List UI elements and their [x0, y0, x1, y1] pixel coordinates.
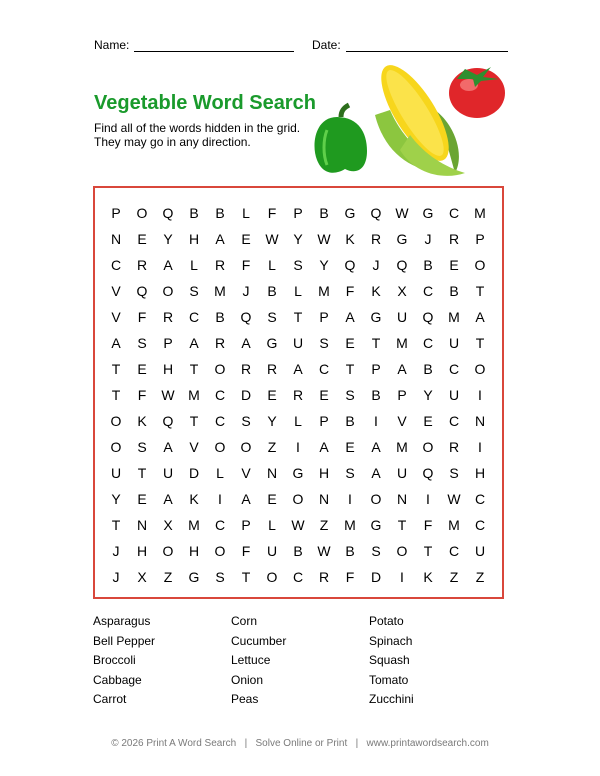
grid-cell[interactable]: I — [426, 491, 430, 507]
grid-cell[interactable]: U — [266, 543, 278, 559]
grid-cell[interactable]: K — [371, 283, 381, 299]
grid-cell[interactable]: B — [319, 205, 329, 221]
grid-cell[interactable]: I — [296, 439, 300, 455]
grid-cell[interactable]: H — [318, 465, 330, 481]
grid-cell[interactable]: F — [345, 569, 355, 585]
grid-cell[interactable]: M — [344, 517, 356, 533]
grid-cell[interactable]: O — [396, 543, 408, 559]
grid-cell[interactable]: C — [214, 413, 226, 429]
grid-cell[interactable]: J — [424, 231, 432, 247]
grid-cell[interactable]: Q — [240, 309, 252, 325]
grid-cell[interactable]: C — [448, 543, 460, 559]
grid-cell[interactable]: D — [188, 465, 200, 481]
grid-cell[interactable]: I — [478, 439, 482, 455]
grid-cell[interactable]: W — [161, 387, 175, 403]
footer — [0, 738, 600, 749]
grid-cell[interactable]: G — [396, 231, 408, 247]
footer-tagline: Solve Online or Print — [255, 738, 348, 749]
grid-cell[interactable]: R — [162, 309, 174, 325]
grid-cell[interactable]: O — [162, 283, 174, 299]
grid-cell[interactable]: C — [214, 387, 226, 403]
grid-cell[interactable]: S — [293, 257, 303, 273]
grid-cell[interactable]: T — [189, 413, 199, 429]
grid-cell[interactable]: C — [110, 257, 122, 273]
grid-cell[interactable]: K — [345, 231, 355, 247]
grid-cell[interactable]: Q — [162, 413, 174, 429]
grid-cell[interactable]: I — [218, 491, 222, 507]
grid-cell[interactable]: R — [214, 335, 226, 351]
grid-cell[interactable]: V — [189, 439, 199, 455]
grid-cell[interactable]: R — [370, 231, 382, 247]
grid-cell[interactable]: E — [241, 231, 251, 247]
grid-cell[interactable]: E — [137, 491, 147, 507]
grid-cell[interactable]: Y — [163, 231, 173, 247]
grid-cell[interactable]: T — [111, 387, 121, 403]
grid-cell[interactable]: O — [474, 257, 486, 273]
grid-cell[interactable]: Z — [267, 439, 277, 455]
grid-cell[interactable]: T — [345, 361, 355, 377]
grid-cell[interactable]: K — [137, 413, 147, 429]
grid-cell[interactable]: I — [478, 387, 482, 403]
grid-cell[interactable]: C — [292, 569, 304, 585]
grid-cell[interactable]: T — [475, 335, 485, 351]
word-list-item: Onion — [231, 672, 264, 687]
grid-cell[interactable]: L — [294, 413, 302, 429]
grid-cell[interactable]: U — [474, 543, 486, 559]
grid-cell[interactable]: A — [189, 335, 199, 351]
grid-cell[interactable]: B — [449, 283, 459, 299]
grid-cell[interactable]: A — [371, 465, 381, 481]
grid-cell[interactable]: Z — [163, 569, 173, 585]
grid-cell[interactable]: A — [397, 361, 407, 377]
date-line — [346, 41, 508, 52]
grid-cell[interactable]: B — [345, 413, 355, 429]
grid-cell[interactable]: U — [110, 465, 122, 481]
grid-cell[interactable]: T — [241, 569, 251, 585]
copyright-text: © 2026 Print A Word Search — [111, 738, 237, 749]
grid-cell[interactable]: F — [137, 309, 147, 325]
grid-cell[interactable]: A — [163, 439, 173, 455]
word-list-item: Carrot — [93, 692, 127, 706]
grid-cell[interactable]: B — [423, 361, 433, 377]
grid-cell[interactable]: T — [137, 465, 147, 481]
grid-cell[interactable]: O — [240, 439, 252, 455]
grid-cell[interactable]: A — [371, 439, 381, 455]
grid-cell[interactable]: L — [294, 283, 302, 299]
tomato-icon — [449, 67, 505, 118]
grid-cell[interactable]: H — [136, 543, 148, 559]
grid-cell[interactable]: R — [240, 361, 252, 377]
grid-cell[interactable]: A — [163, 491, 173, 507]
grid-cell[interactable]: O — [214, 361, 226, 377]
grid-cell[interactable]: Z — [319, 517, 329, 533]
grid-cell[interactable]: A — [241, 491, 251, 507]
grid-cell[interactable]: S — [345, 465, 355, 481]
grid-cell[interactable]: M — [396, 439, 408, 455]
grid-cell[interactable]: S — [241, 413, 251, 429]
grid-cell[interactable]: B — [423, 257, 433, 273]
grid-cell[interactable]: Q — [162, 205, 174, 221]
grid-cell[interactable]: U — [448, 387, 460, 403]
grid-cell[interactable]: A — [241, 335, 251, 351]
grid-cell[interactable]: N — [318, 491, 330, 507]
grid-cell[interactable]: F — [137, 387, 147, 403]
grid-cell[interactable]: G — [422, 205, 434, 221]
grid-cell[interactable]: W — [317, 231, 331, 247]
grid-cell[interactable]: J — [112, 543, 120, 559]
grid-cell[interactable]: A — [319, 439, 329, 455]
grid-cell[interactable]: N — [474, 413, 486, 429]
grid-cell[interactable]: B — [345, 543, 355, 559]
grid-cell[interactable]: V — [111, 283, 121, 299]
grid-cell[interactable]: T — [475, 283, 485, 299]
footer-separator: | — [236, 738, 256, 749]
word-list-item: Squash — [369, 653, 410, 667]
grid-cell[interactable]: E — [267, 387, 277, 403]
grid-cell[interactable]: A — [475, 309, 485, 325]
grid-cell[interactable]: M — [188, 517, 200, 533]
grid-cell[interactable]: G — [188, 569, 200, 585]
grid-cell[interactable]: P — [293, 205, 303, 221]
grid-cell[interactable]: J — [112, 569, 120, 585]
grid-cell[interactable]: C — [318, 361, 330, 377]
grid-cell[interactable]: T — [189, 361, 199, 377]
grid-cell[interactable]: W — [265, 231, 279, 247]
page-title: Vegetable Word Search — [94, 92, 316, 114]
grid-cell[interactable]: Z — [475, 569, 485, 585]
grid-cell[interactable]: O — [214, 439, 226, 455]
word-column — [93, 612, 231, 710]
date-field — [312, 38, 508, 52]
grid-cell[interactable]: G — [370, 517, 382, 533]
grid-cell[interactable]: U — [396, 465, 408, 481]
grid-cell[interactable]: T — [293, 309, 303, 325]
grid-cell[interactable]: O — [266, 569, 278, 585]
grid-cell[interactable]: N — [136, 517, 148, 533]
word-list-item: Cucumber — [231, 633, 287, 648]
name-line — [134, 41, 294, 52]
grid-cell[interactable]: H — [474, 465, 486, 481]
grid-cell[interactable]: E — [319, 387, 329, 403]
pepper-icon — [314, 105, 367, 173]
grid-cell[interactable]: F — [423, 517, 433, 533]
grid-cell[interactable]: S — [137, 335, 147, 351]
grid-cell[interactable]: M — [214, 283, 226, 299]
grid-cell[interactable]: V — [241, 465, 251, 481]
letter-grid — [103, 200, 493, 590]
word-list-item: Cabbage — [93, 672, 142, 687]
grid-cell[interactable]: W — [317, 543, 331, 559]
word-list-item: Potato — [369, 614, 404, 628]
grid-cell[interactable]: I — [348, 491, 352, 507]
grid-cell[interactable]: R — [214, 257, 226, 273]
grid-cell[interactable]: K — [189, 491, 199, 507]
grid-cell[interactable]: H — [188, 231, 200, 247]
grid-cell[interactable]: X — [137, 569, 147, 585]
grid-cell[interactable]: T — [371, 335, 381, 351]
word-column — [369, 612, 507, 710]
word-list-item: Bell Pepper — [93, 633, 156, 648]
grid-cell[interactable]: B — [293, 543, 303, 559]
grid-cell[interactable]: B — [371, 387, 381, 403]
grid-cell[interactable]: M — [396, 335, 408, 351]
grid-cell[interactable]: O — [136, 205, 148, 221]
name-label: Name: — [94, 38, 130, 52]
date-label: Date: — [312, 38, 341, 52]
grid-cell[interactable]: C — [448, 205, 460, 221]
grid-cell[interactable]: F — [345, 283, 355, 299]
grid-cell[interactable]: P — [397, 387, 407, 403]
word-grid-frame — [93, 186, 504, 599]
grid-cell[interactable]: A — [215, 231, 225, 247]
grid-cell[interactable]: V — [397, 413, 407, 429]
grid-cell[interactable]: R — [448, 231, 460, 247]
grid-cell[interactable]: S — [137, 439, 147, 455]
grid-cell[interactable]: C — [422, 335, 434, 351]
grid-cell[interactable]: M — [474, 205, 486, 221]
grid-cell[interactable]: L — [216, 465, 224, 481]
grid-cell[interactable]: A — [345, 309, 355, 325]
grid-cell[interactable]: L — [268, 257, 276, 273]
grid-cell[interactable]: O — [422, 439, 434, 455]
grid-cell[interactable]: I — [400, 569, 404, 585]
grid-cell[interactable]: S — [215, 569, 225, 585]
word-list — [93, 612, 507, 710]
grid-cell[interactable]: V — [111, 309, 121, 325]
instruction-line: Find all of the words hidden in the grid. — [94, 121, 301, 135]
grid-cell[interactable]: S — [371, 543, 381, 559]
grid-cell[interactable]: N — [110, 231, 122, 247]
grid-cell[interactable]: U — [292, 335, 304, 351]
grid-cell[interactable]: E — [345, 335, 355, 351]
grid-cell[interactable]: O — [214, 543, 226, 559]
grid-cell[interactable]: G — [292, 465, 304, 481]
grid-cell[interactable]: P — [371, 361, 381, 377]
grid-cell[interactable]: P — [319, 309, 329, 325]
grid-cell[interactable]: P — [111, 205, 121, 221]
grid-cell[interactable]: J — [242, 283, 250, 299]
grid-cell[interactable]: L — [190, 257, 198, 273]
word-list-item: Peas — [231, 692, 259, 706]
grid-cell[interactable]: E — [137, 231, 147, 247]
grid-cell[interactable]: I — [374, 413, 378, 429]
grid-cell[interactable]: P — [319, 413, 329, 429]
grid-cell[interactable]: U — [162, 465, 174, 481]
grid-cell[interactable]: S — [267, 309, 277, 325]
grid-cell[interactable]: O — [162, 543, 174, 559]
grid-cell[interactable]: G — [344, 205, 356, 221]
website-link[interactable]: www.printawordsearch.com — [366, 738, 489, 749]
grid-cell[interactable]: E — [267, 491, 277, 507]
grid-cell[interactable]: B — [215, 205, 225, 221]
grid-cell[interactable]: G — [370, 309, 382, 325]
grid-cell[interactable]: B — [267, 283, 277, 299]
grid-cell[interactable]: Y — [111, 491, 121, 507]
grid-cell[interactable]: W — [395, 205, 409, 221]
grid-cell[interactable]: J — [372, 257, 380, 273]
grid-cell[interactable]: S — [189, 283, 199, 299]
grid-cell[interactable]: Q — [136, 283, 148, 299]
grid-cell[interactable]: C — [448, 413, 460, 429]
grid-cell[interactable]: R — [292, 387, 304, 403]
grid-cell[interactable]: A — [293, 361, 303, 377]
grid-cell[interactable]: D — [370, 569, 382, 585]
grid-cell[interactable]: B — [215, 309, 225, 325]
grid-cell[interactable]: R — [136, 257, 148, 273]
grid-cell[interactable]: T — [397, 517, 407, 533]
grid-cell[interactable]: F — [241, 257, 251, 273]
grid-cell[interactable]: F — [241, 543, 251, 559]
grid-cell[interactable]: T — [423, 543, 433, 559]
grid-cell[interactable]: Y — [293, 231, 303, 247]
footer-separator: | — [347, 738, 367, 749]
grid-cell[interactable]: M — [318, 283, 330, 299]
grid-cell[interactable]: A — [111, 335, 121, 351]
grid-cell[interactable]: E — [449, 257, 459, 273]
grid-cell[interactable]: A — [163, 257, 173, 273]
word-list-item: Tomato — [369, 672, 409, 687]
grid-cell[interactable]: L — [242, 205, 250, 221]
grid-cell[interactable]: C — [474, 517, 486, 533]
grid-cell[interactable]: U — [448, 335, 460, 351]
word-list-item: Asparagus — [93, 614, 151, 628]
word-column — [231, 612, 369, 710]
grid-cell[interactable]: O — [474, 361, 486, 377]
grid-cell[interactable]: R — [266, 361, 278, 377]
word-list-item: Zucchini — [369, 692, 414, 706]
grid-cell[interactable]: U — [396, 309, 408, 325]
grid-cell[interactable]: P — [475, 231, 485, 247]
grid-cell[interactable]: B — [189, 205, 199, 221]
grid-cell[interactable]: M — [188, 387, 200, 403]
grid-cell[interactable]: O — [110, 439, 122, 455]
grid-cell[interactable]: Y — [267, 413, 277, 429]
grid-cell[interactable]: Q — [422, 465, 434, 481]
grid-cell[interactable]: E — [423, 413, 433, 429]
grid-cell[interactable]: R — [448, 439, 460, 455]
grid-cell[interactable]: Q — [370, 205, 382, 221]
grid-cell[interactable]: E — [137, 361, 147, 377]
grid-cell[interactable]: Y — [319, 257, 329, 273]
grid-cell[interactable]: C — [474, 491, 486, 507]
grid-cell[interactable]: Q — [396, 257, 408, 273]
grid-cell[interactable]: C — [188, 309, 200, 325]
instruction-line: They may go in any direction. — [94, 135, 251, 149]
grid-cell[interactable]: X — [163, 517, 173, 533]
grid-cell[interactable]: R — [318, 569, 330, 585]
grid-cell[interactable]: C — [214, 517, 226, 533]
grid-cell[interactable]: M — [448, 517, 460, 533]
grid-cell[interactable]: T — [111, 361, 121, 377]
grid-cell[interactable]: F — [267, 205, 277, 221]
grid-cell[interactable]: N — [396, 491, 408, 507]
grid-cell[interactable]: N — [266, 465, 278, 481]
grid-cell[interactable]: P — [163, 335, 173, 351]
grid-cell[interactable]: Q — [344, 257, 356, 273]
grid-cell[interactable]: H — [188, 543, 200, 559]
grid-cell[interactable]: Q — [422, 309, 434, 325]
word-list-item: Lettuce — [231, 653, 271, 667]
grid-cell[interactable]: S — [345, 387, 355, 403]
grid-cell[interactable]: M — [448, 309, 460, 325]
grid-cell[interactable]: W — [447, 491, 461, 507]
grid-cell[interactable]: O — [370, 491, 382, 507]
grid-cell[interactable]: S — [319, 335, 329, 351]
grid-cell[interactable]: K — [423, 569, 433, 585]
vegetables-illustration — [305, 55, 515, 185]
word-list-item: Broccoli — [93, 653, 136, 667]
corn-icon — [369, 56, 465, 176]
word-list-item: Spinach — [369, 633, 413, 648]
grid-cell[interactable]: O — [292, 491, 304, 507]
grid-cell[interactable]: P — [241, 517, 251, 533]
grid-cell[interactable]: T — [111, 517, 121, 533]
grid-cell[interactable]: L — [268, 517, 276, 533]
grid-cell[interactable]: E — [345, 439, 355, 455]
word-list-item: Corn — [231, 614, 258, 628]
grid-cell[interactable]: C — [422, 283, 434, 299]
grid-cell[interactable]: S — [449, 465, 459, 481]
grid-cell[interactable]: X — [397, 283, 407, 299]
grid-cell[interactable]: D — [240, 387, 252, 403]
grid-cell[interactable]: O — [110, 413, 122, 429]
grid-cell[interactable]: W — [291, 517, 305, 533]
name-field — [94, 38, 294, 52]
grid-cell[interactable]: G — [266, 335, 278, 351]
instructions — [94, 121, 300, 149]
grid-cell[interactable]: Z — [449, 569, 459, 585]
grid-cell[interactable]: Y — [423, 387, 433, 403]
grid-cell[interactable]: C — [448, 361, 460, 377]
grid-cell[interactable]: H — [162, 361, 174, 377]
